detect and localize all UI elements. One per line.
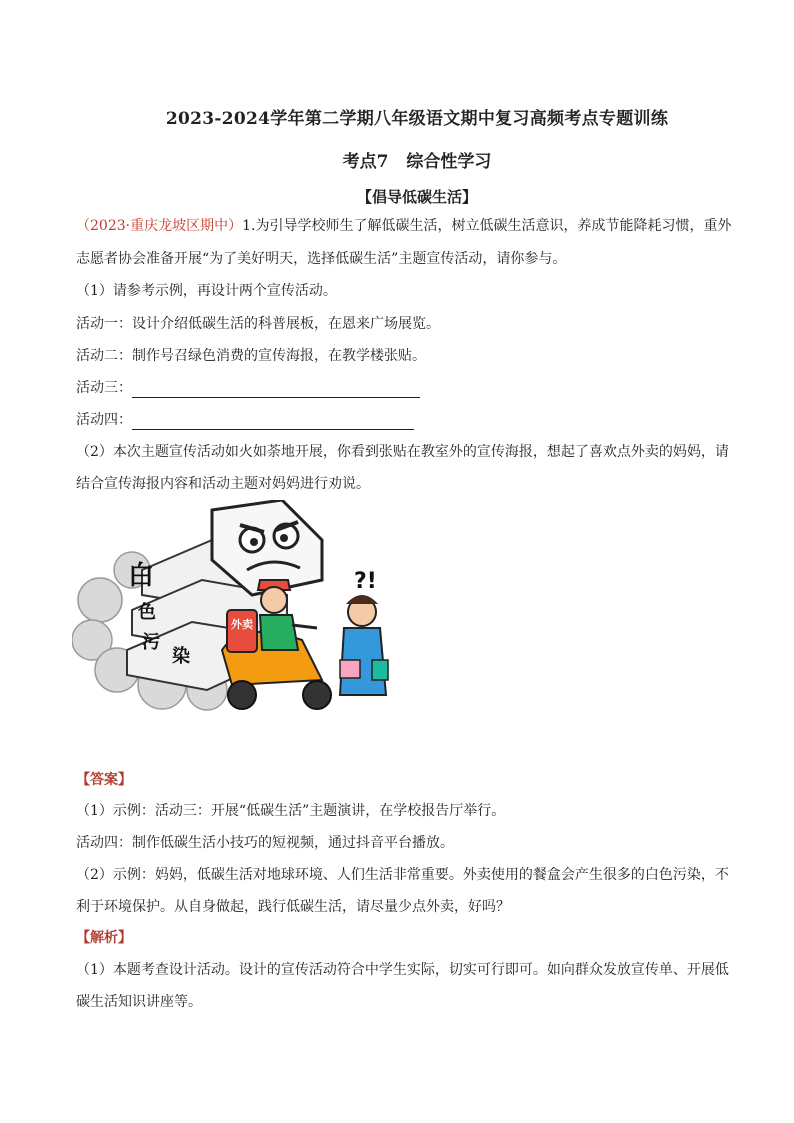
activity-4-label: 活动四：: [76, 412, 132, 428]
question-exclamation-marks: ?!: [354, 569, 377, 594]
activity-3-label: 活动三：: [76, 380, 132, 396]
char-ran: 染: [172, 646, 190, 667]
activity-1: 活动一：设计介绍低碳生活的科普展板，在恩来广场展览。: [76, 316, 440, 332]
answer-line-2: 活动四：制作低碳生活小技巧的短视频，通过抖音平台播放。: [76, 835, 454, 851]
part-1-prompt: （1）请参考示例，再设计两个宣传活动。: [76, 283, 337, 299]
question-line-1: [76, 216, 732, 236]
char-bai: 白: [128, 561, 155, 591]
mother-icon: [340, 595, 388, 695]
page-title: 2023-2024学年第二学期八年级语文期中复习高频考点专题训练: [165, 109, 669, 129]
char-se: 色: [138, 602, 156, 623]
section-heading: 【倡导低碳生活】: [356, 188, 477, 206]
answer-line-1: （1）示例：活动三：开展“低碳生活”主题演讲，在学校报告厅举行。: [76, 803, 506, 819]
part-2-prompt-line-2: 结合宣传海报内容和活动主题对妈妈进行劝说。: [76, 476, 370, 492]
delivery-rider-icon: [258, 580, 317, 650]
question-line-2: 志愿者协会准备开展“为了美好明天，选择低碳生活”主题宣传活动，请你参与。: [76, 251, 567, 267]
activity-3-answer-blank[interactable]: [132, 381, 420, 398]
analysis-line-1: （1）本题考查设计活动。设计的宣传活动符合中学生实际，切实可行即可。如向群众发放宣传单、开展低: [76, 962, 729, 978]
topic-heading: [0, 147, 794, 172]
answer-label: 【答案】: [76, 772, 132, 788]
question-stem: 1.为引导学校师生了解低碳生活，树立低碳生活意识，养成节能降耗习惯，重外: [242, 218, 732, 234]
answer-line-3: （2）示例：妈妈，低碳生活对地球环境、人们生活非常重要。外卖使用的餐盒会产生很多的白色污染，不: [76, 867, 729, 883]
part-2-prompt-line-1: （2）本次主题宣传活动如火如荼地开展，你看到张贴在教室外的宣传海报，想起了喜欢点外卖的妈妈，请: [76, 444, 729, 460]
answer-line-4: 利于环境保护。从自身做起，践行低碳生活，请尽量少点外卖，好吗？: [76, 899, 510, 915]
activity-4-answer-blank[interactable]: [132, 413, 414, 430]
question-source: （2023·重庆龙坡区期中）: [76, 218, 243, 234]
activity-4: [76, 410, 726, 430]
char-wu: 污: [142, 632, 160, 653]
activity-2: 活动二：制作号召绿色消费的宣传海报，在教学楼张贴。: [76, 348, 426, 364]
topic-number: 考点7: [342, 152, 389, 172]
box-label: 外卖: [231, 618, 253, 631]
analysis-label: 【解析】: [76, 930, 132, 946]
white-pollution-cartoon: [72, 500, 402, 720]
analysis-line-2: 碳生活知识讲座等。: [76, 994, 202, 1010]
topic-name: 综合性学习: [406, 152, 492, 172]
activity-3: [76, 378, 726, 398]
